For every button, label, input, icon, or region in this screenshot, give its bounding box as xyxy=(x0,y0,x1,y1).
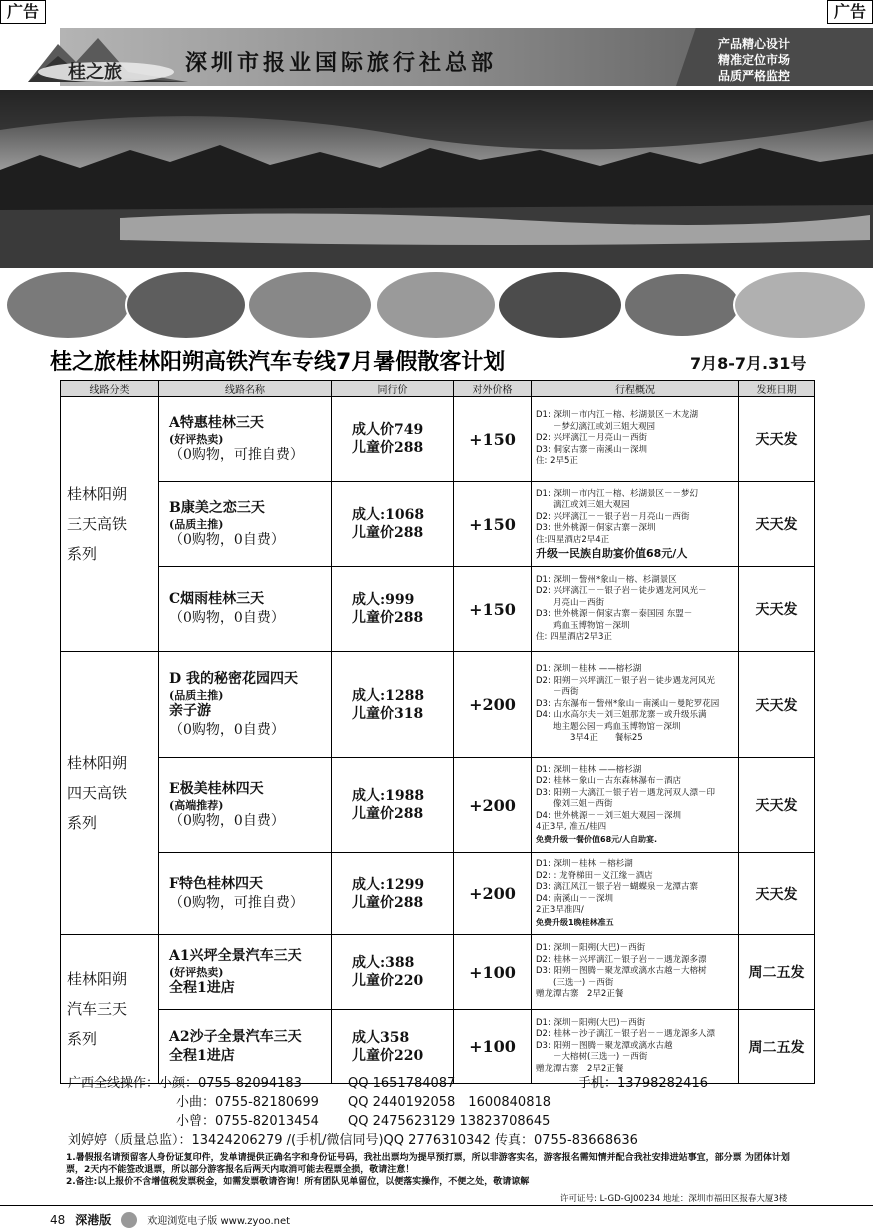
table-row xyxy=(61,1010,815,1084)
edition-label: 深港版 xyxy=(75,1213,112,1227)
slogan-3: 品质严格监控 xyxy=(718,69,791,83)
upgrade-note: 升级一民族自助宴价值68元/人 xyxy=(536,547,688,560)
category-3day-bus: 桂林阳朔 汽车三天 系列 xyxy=(61,935,159,1084)
itinerary: D1: 深圳－阳朔(大巴)－西街 D2: 桂林－沙子漓江－银子岩－－遇龙源多人漂 D3: 阳朔－图腾－聚龙潭或漓水古越 －大榕树(三选一) －西街 赠龙潭古寨 2早2正餐 xyxy=(532,1010,739,1084)
itinerary: D1: 深圳－桂林 －榕杉湖 D2: : 龙脊梯田－义江缘－酒店 D3: 漓江风江－银子岩－蝴蝶泉－龙潭古寨 D4: 南溪山－－深圳 2正3早准四/ 免费升级1晚桂林准五 xyxy=(532,853,739,935)
contact-qq-1: QQ 1651784087 xyxy=(348,1076,456,1091)
ad-tag-right: 广告 xyxy=(827,0,873,24)
route-name: F特色桂林四天 （0购物，可推自费） xyxy=(159,853,332,935)
trade-price: 成人:1988 儿童价288 xyxy=(332,758,454,853)
route-name: D 我的秘密花园四天 (品质主推) 亲子游 （0购物，0自费） xyxy=(159,652,332,758)
departure: 天天发 xyxy=(739,397,815,482)
table-row xyxy=(61,652,815,758)
header-public-price: 对外价格 xyxy=(454,381,532,397)
departure: 天天发 xyxy=(739,853,815,935)
route-name: B康美之恋三天 (品质主推) （0购物，0自费） xyxy=(159,482,332,567)
slogan-1: 产品精心设计 xyxy=(718,37,791,51)
table-header-row xyxy=(61,381,815,397)
header-banner xyxy=(0,24,873,90)
page-footer xyxy=(50,1211,290,1228)
route-name: A2沙子全景汽车三天 全程1进店 xyxy=(159,1010,332,1084)
itinerary: D1: 深圳－桂林 ——榕杉湖 D2: 阳朔－兴坪漓江－银子岩－徒步遇龙河风光 －西街 D3: 古东瀑布－訾州*象山－南溪山－曼陀罗花园 D4: 山水高尔夫－刘三姐那龙寨－或升级乐满 地主题公园－鸡血玉博物馆－深圳 3早4正 餐标25 xyxy=(532,652,739,758)
contact-line-2: 小曲：0755-82180699 xyxy=(176,1095,319,1110)
header-route-name: 线路名称 xyxy=(159,381,332,397)
contact-quality-director: 刘婷婷（质量总监）：13424206279 /(手机/微信同号)QQ 2776310342 传真：0755-83668636 xyxy=(68,1133,638,1148)
contact-line-3: 小曾：0755-82013454 xyxy=(176,1114,319,1129)
slogans xyxy=(718,36,790,84)
tour-table xyxy=(60,380,815,1084)
trade-price: 成人358 儿童价220 xyxy=(332,1010,454,1084)
agency-name: 深圳市报业国际旅行社总部 xyxy=(185,50,498,76)
table-row xyxy=(61,567,815,652)
markup: +100 xyxy=(454,935,532,1010)
ad-tag-left: 广告 xyxy=(0,0,46,24)
itinerary: D1: 深圳－阳朔(大巴)－西街 D2: 桂林－兴坪漓江－银子岩－－遇龙源多漂 D3: 阳朔－图腾－聚龙潭或漓水古越－大榕树 (三选一) －西街 赠龙潭古寨 2早2正餐 xyxy=(532,935,739,1010)
markup: +200 xyxy=(454,758,532,853)
contact-mobile: 手机：13798282416 xyxy=(578,1076,708,1091)
table-row xyxy=(61,758,815,853)
itinerary: D1: 深圳－市内江－榕、杉湖景区－木龙湖 －梦幻漓江或刘三姐大观园 D2: 兴坪漓江－月亮山－西街 D3: 侗家古寨－南溪山－深圳 住: 2早5正 xyxy=(532,397,739,482)
trade-price: 成人:999 儿童价288 xyxy=(332,567,454,652)
markup: +150 xyxy=(454,482,532,567)
header-departure: 发班日期 xyxy=(739,381,815,397)
markup: +200 xyxy=(454,652,532,758)
departure: 周二五发 xyxy=(739,935,815,1010)
table-row xyxy=(61,397,815,482)
table-row xyxy=(61,935,815,1010)
itinerary: D1: 深圳－訾州*象山－榕、杉湖景区 D2: 兴坪漓江－－银子岩－徒步遇龙河风光－ 月亮山－西街 D3: 世外桃源－侗家古寨－泰国园 东盟－ 鸡血玉博物馆－深圳 住: 四星酒店2早3正 xyxy=(532,567,739,652)
route-name: A特惠桂林三天 (好评热卖) （0购物，可推自费） xyxy=(159,397,332,482)
route-name: E极美桂林四天 (高端推荐) （0购物，0自费） xyxy=(159,758,332,853)
table-row xyxy=(61,482,815,567)
route-name: C烟雨桂林三天 （0购物，0自费） xyxy=(159,567,332,652)
markup: +100 xyxy=(454,1010,532,1084)
trade-price: 成人价749 儿童价288 xyxy=(332,397,454,482)
trade-price: 成人:1299 儿童价288 xyxy=(332,853,454,935)
page-number: 48 xyxy=(50,1212,66,1227)
route-name: A1兴坪全景汽车三天 (好评热卖) 全程1进店 xyxy=(159,935,332,1010)
departure: 天天发 xyxy=(739,482,815,567)
category-4day-rail: 桂林阳朔 四天高铁 系列 xyxy=(61,652,159,935)
departure: 天天发 xyxy=(739,758,815,853)
markup: +150 xyxy=(454,397,532,482)
upgrade-note: 免费升级1晚桂林准五 xyxy=(536,917,614,927)
departure: 天天发 xyxy=(739,567,815,652)
license-info: 许可证号: L-GD-GJ00234 地址：深圳市福田区报春大厦3楼 xyxy=(560,1194,788,1204)
header-trade-price: 同行价 xyxy=(332,381,454,397)
website-link[interactable]: 欢迎浏览电子版 www.zyoo.net xyxy=(147,1216,291,1227)
note-2: 2.备注:以上报价不含增值税发票税金，如需发票敬请咨询！所有团队见单留位，以便落实操作，不便之处，敬请谅解 xyxy=(66,1177,530,1187)
trade-price: 成人:388 儿童价220 xyxy=(332,935,454,1010)
contact-info xyxy=(68,1074,858,1150)
contact-primary: 广西全线操作：小颜：0755-82094183 xyxy=(68,1076,302,1091)
table-row xyxy=(61,853,815,935)
departure: 周二五发 xyxy=(739,1010,815,1084)
contact-qq-3: QQ 2475623129 13823708645 xyxy=(348,1114,551,1129)
booking-notes xyxy=(66,1152,806,1188)
slogan-2: 精准定位市场 xyxy=(718,53,791,67)
markup: +200 xyxy=(454,853,532,935)
itinerary: D1: 深圳－市内江－榕、杉湖景区－－梦幻 漓江或刘三姐大观园 D2: 兴坪漓江－－银子岩－月亮山－西街 D3: 世外桃源－侗家古寨－深圳 住:四星酒店2早4正 升级一民族自助宴价值68元/人 xyxy=(532,482,739,567)
attraction-thumbnails xyxy=(0,265,873,343)
contact-qq-2: QQ 2440192058 1600840818 xyxy=(348,1095,552,1110)
upgrade-note: 免费升级一餐价值68元/人自助宴. xyxy=(536,834,658,844)
header-category: 线路分类 xyxy=(61,381,159,397)
departure: 天天发 xyxy=(739,652,815,758)
page-title: 桂之旅桂林阳朔高铁汽车专线7月暑假散客计划 xyxy=(50,350,506,375)
logo-mountain-icon xyxy=(28,32,188,86)
markup: +150 xyxy=(454,567,532,652)
seal-icon xyxy=(121,1212,137,1228)
trade-price: 成人:1068 儿童价288 xyxy=(332,482,454,567)
itinerary: D1: 深圳－桂林 ——榕杉湖 D2: 桂林－象山－古东森林瀑布－酒店 D3: 阳朔－大漓江－银子岩－遇龙河双人漂－印 像刘三姐－西街 D4: 世外桃源－－刘三姐大观园－深圳 4正3早, 准五/桂四 免费升级一餐价值68元/人自助宴. xyxy=(532,758,739,853)
header-itinerary: 行程概况 xyxy=(532,381,739,397)
note-1: 1.暑假报名请预留客人身份证复印件，发单请提供正确名字和身份证号码，我社出票均为提早预打票，所以非游客实名，游客报名需知情并配合我社安排进站事宜，部分票 为团体计划票，2天内不能签改退票，所以部分游客报名后两天内取消可能去程票全损，敬请注意！ xyxy=(66,1153,790,1175)
category-3day-rail: 桂林阳朔 三天高铁 系列 xyxy=(61,397,159,652)
svg-text:桂之旅: 桂之旅 xyxy=(68,62,122,83)
date-range: 7月8-7月.31号 xyxy=(690,354,807,373)
trade-price: 成人:1288 儿童价318 xyxy=(332,652,454,758)
landscape-photo xyxy=(0,90,873,268)
